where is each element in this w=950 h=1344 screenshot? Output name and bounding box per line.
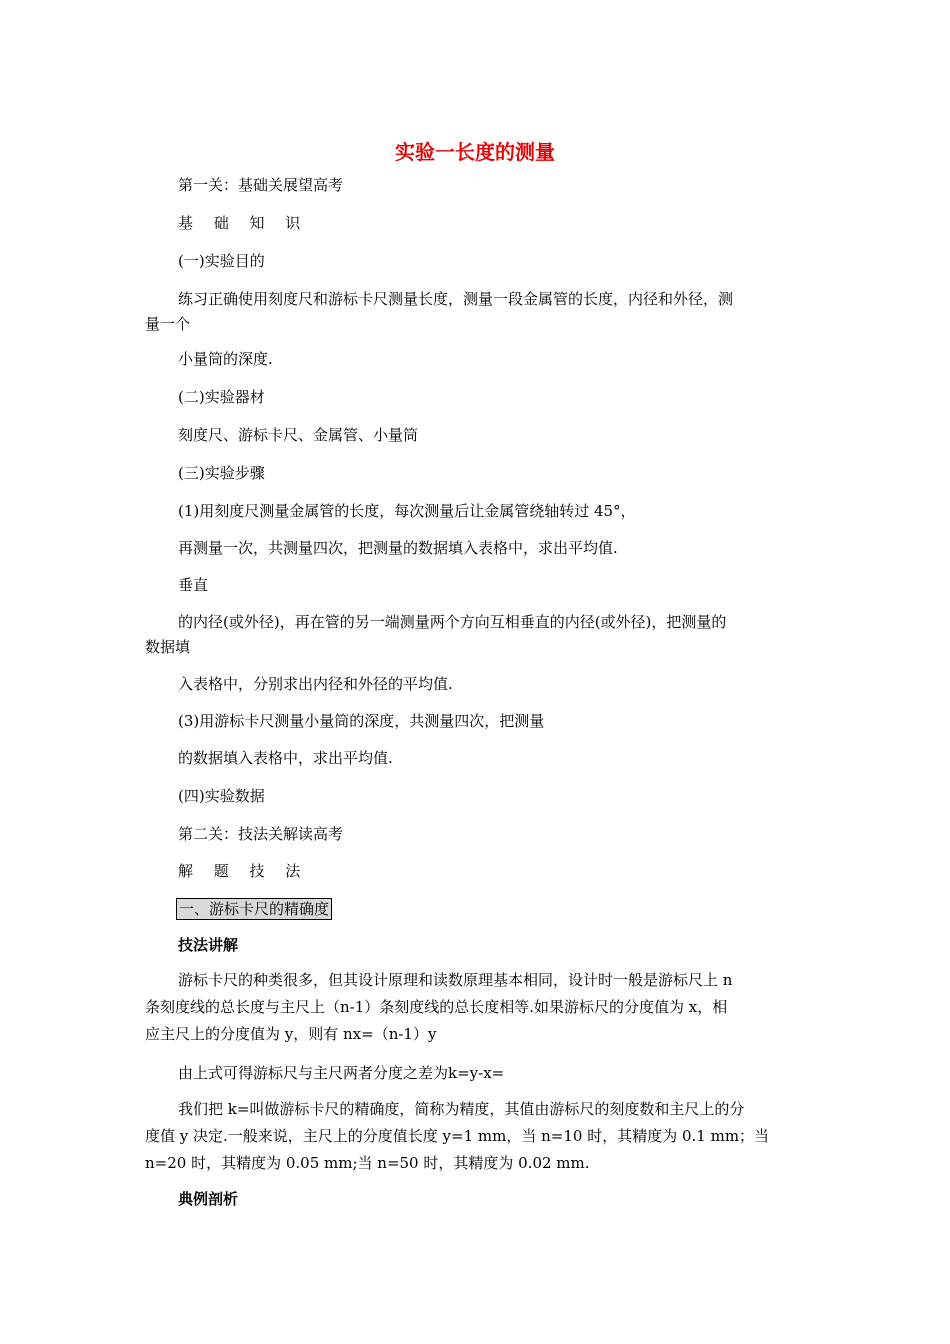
heading-purpose: (一)实验目的 <box>178 252 265 270</box>
bold-heading-explanation: 技法讲解 <box>178 936 239 954</box>
paragraph-line: 游标卡尺的种类很多，但其设计原理和读数原理基本相同，设计时一般是游标尺上 n <box>178 971 733 989</box>
paragraph-line: 垂直 <box>178 576 209 594</box>
highlighted-heading-wrap <box>145 896 843 923</box>
section-heading-2: 第二关：技法关解读高考 <box>178 825 344 843</box>
paragraph-line: 由上式可得游标尺与主尺两者分度之差为k=y-x= <box>178 1064 505 1082</box>
paragraph-line: 练习正确使用刻度尺和游标卡尺测量长度，测量一段金属管的长度，内径和外径，测 <box>178 290 734 308</box>
paragraph-line: 应主尺上的分度值为 y，则有 nx=（n-1）y <box>145 1025 437 1043</box>
paragraph-line: 的数据填入表格中，求出平均值. <box>178 749 393 767</box>
paragraph-line: 数据填 <box>145 638 191 656</box>
section-heading-1: 第一关：基础关展望高考 <box>178 176 344 194</box>
document-title: 实验一长度的测量 <box>395 140 555 164</box>
paragraph-line: (1)用刻度尺测量金属管的长度，每次测量后让金属管绕轴转过 45°， <box>178 502 636 520</box>
paragraph-line: 的内径(或外径)，再在管的另一端测量两个方向互相垂直的内径(或外径)，把测量的 <box>178 613 727 631</box>
paragraph-line: 小量筒的深度. <box>178 350 273 368</box>
heading-equipment: (二)实验器材 <box>178 388 265 406</box>
subheading-basics: 基 础 知 识 <box>178 214 309 232</box>
paragraph-line: 量一个 <box>145 315 191 333</box>
paragraph-line: 我们把 k=叫做游标卡尺的精确度，简称为精度，其值由游标尺的刻度数和主尺上的分 <box>178 1100 745 1118</box>
paragraph-line: 再测量一次，共测量四次，把测量的数据填入表格中，求出平均值. <box>178 539 618 557</box>
heading-steps: (三)实验步骤 <box>178 464 265 482</box>
highlighted-heading: 一、游标卡尺的精确度 <box>176 898 332 920</box>
paragraph-line: 刻度尺、游标卡尺、金属管、小量筒 <box>178 426 419 444</box>
paragraph-line: (3)用游标卡尺测量小量筒的深度，共测量四次，把测量 <box>178 712 545 730</box>
paragraph-line: 入表格中，分别求出内径和外径的平均值. <box>178 675 453 693</box>
subheading-techniques: 解 题 技 法 <box>178 862 309 880</box>
bold-heading-examples: 典例剖析 <box>178 1190 239 1208</box>
heading-data: (四)实验数据 <box>178 787 265 805</box>
paragraph-line: n=20 时，其精度为 0.05 mm;当 n=50 时，其精度为 0.02 mm. <box>145 1154 590 1172</box>
paragraph-line: 度值 y 决定.一般来说，主尺上的分度值长度 y=1 mm，当 n=10 时，其精度为 0.1 mm；当 <box>145 1127 770 1145</box>
paragraph-line: 条刻度线的总长度与主尺上（n-1）条刻度线的总长度相等.如果游标尺的分度值为 x，相 <box>145 998 728 1016</box>
